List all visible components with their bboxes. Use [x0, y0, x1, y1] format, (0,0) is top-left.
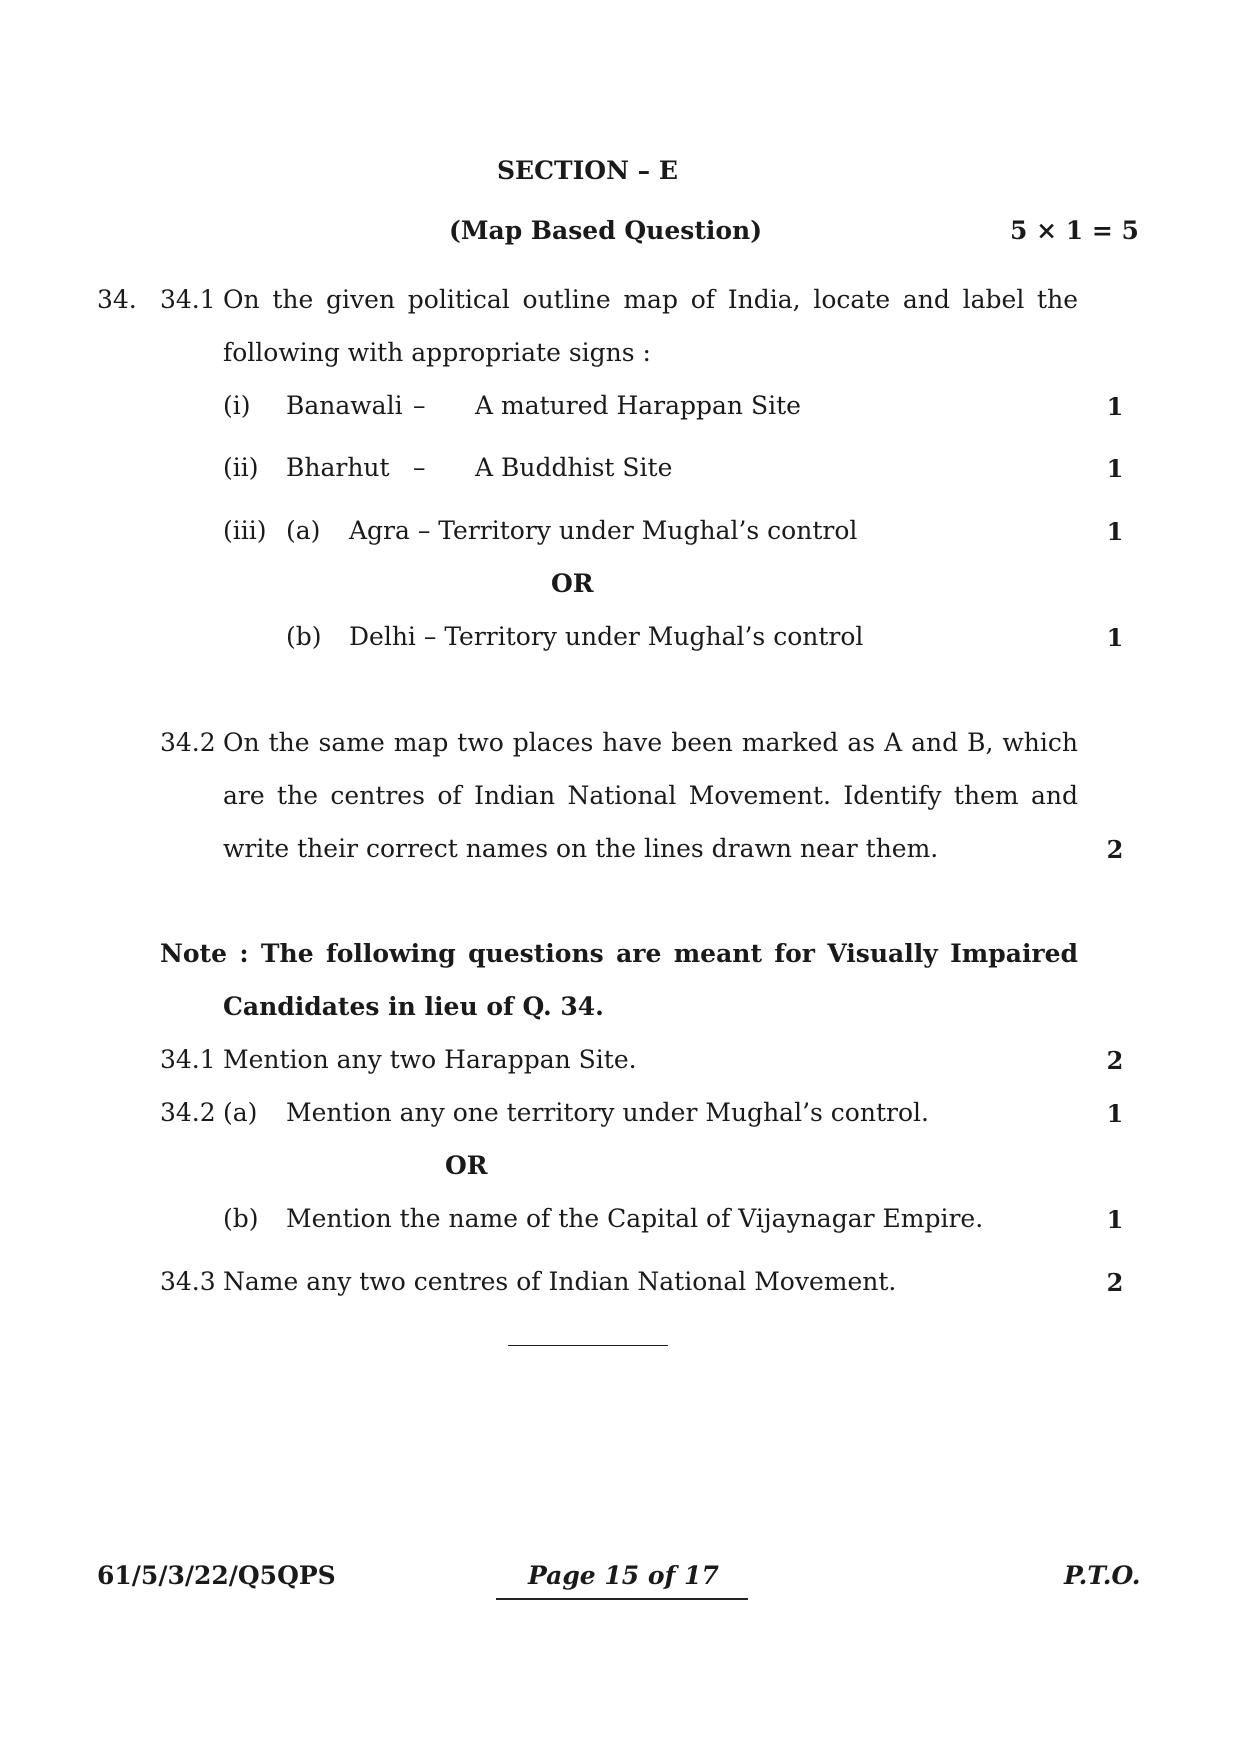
- note-heading-continued: Candidates in lieu of Q. 34.: [223, 992, 604, 1021]
- option-label: (a): [286, 516, 321, 545]
- item-marks: 1: [1106, 1205, 1124, 1234]
- subquestion-number: 34.1: [160, 1045, 216, 1074]
- item-label: (i): [223, 391, 251, 420]
- section-title: SECTION – E: [497, 156, 678, 185]
- item-marks: 2: [1106, 1268, 1124, 1297]
- item-description: A Buddhist Site: [475, 453, 673, 482]
- section-subtitle: (Map Based Question): [449, 216, 763, 245]
- option-text: Mention the name of the Capital of Vijaynagar Empire.: [286, 1204, 984, 1233]
- option-text: Delhi – Territory under Mughal’s control: [349, 622, 864, 651]
- item-marks: 2: [1106, 1046, 1124, 1075]
- item-dash: –: [413, 391, 426, 420]
- item-place: Bharhut: [286, 453, 390, 482]
- item-description: A matured Harappan Site: [475, 391, 801, 420]
- option-label: (b): [223, 1204, 259, 1233]
- item-label: (iii): [223, 516, 267, 545]
- subquestion-number: 34.1: [160, 285, 216, 314]
- item-marks: 1: [1106, 623, 1124, 652]
- item-marks: 1: [1106, 517, 1124, 546]
- item-place: Banawali: [286, 391, 403, 420]
- section-marks-scheme: 5 × 1 = 5: [1010, 216, 1139, 245]
- item-marks: 1: [1106, 1099, 1124, 1128]
- option-text: Mention any one territory under Mughal’s control.: [286, 1098, 929, 1127]
- question-number: 34.: [97, 285, 137, 314]
- option-label: (b): [286, 622, 322, 651]
- item-dash: –: [413, 453, 426, 482]
- item-marks: 1: [1106, 392, 1124, 421]
- page-number-underline: [496, 1598, 748, 1600]
- end-divider: [508, 1345, 668, 1346]
- option-text: Agra – Territory under Mughal’s control: [349, 516, 858, 545]
- or-separator: OR: [551, 569, 594, 598]
- item-marks: 2: [1106, 835, 1124, 864]
- subquestion-number: 34.3: [160, 1267, 216, 1296]
- question-text-line: are the centres of Indian National Movement. Identify them and: [223, 781, 1078, 810]
- or-separator: OR: [445, 1151, 488, 1180]
- question-text-line: Name any two centres of Indian National Movement.: [223, 1267, 897, 1296]
- subquestion-number: 34.2: [160, 1098, 216, 1127]
- pto-label: P.T.O.: [1064, 1561, 1141, 1590]
- paper-code: 61/5/3/22/Q5QPS: [97, 1561, 336, 1590]
- note-heading: Note : The following questions are meant for Visually Impaired: [160, 939, 1078, 968]
- item-marks: 1: [1106, 454, 1124, 483]
- question-text-line: write their correct names on the lines drawn near them.: [223, 834, 939, 863]
- option-label: (a): [223, 1098, 258, 1127]
- question-text-line: Mention any two Harappan Site.: [223, 1045, 637, 1074]
- subquestion-number: 34.2: [160, 728, 216, 757]
- page-number: Page 15 of 17: [528, 1561, 719, 1590]
- question-text-line: On the same map two places have been marked as A and B, which: [223, 728, 1078, 757]
- item-label: (ii): [223, 453, 259, 482]
- question-text-line: following with appropriate signs :: [223, 338, 651, 367]
- question-text-line: On the given political outline map of India, locate and label the: [223, 285, 1078, 314]
